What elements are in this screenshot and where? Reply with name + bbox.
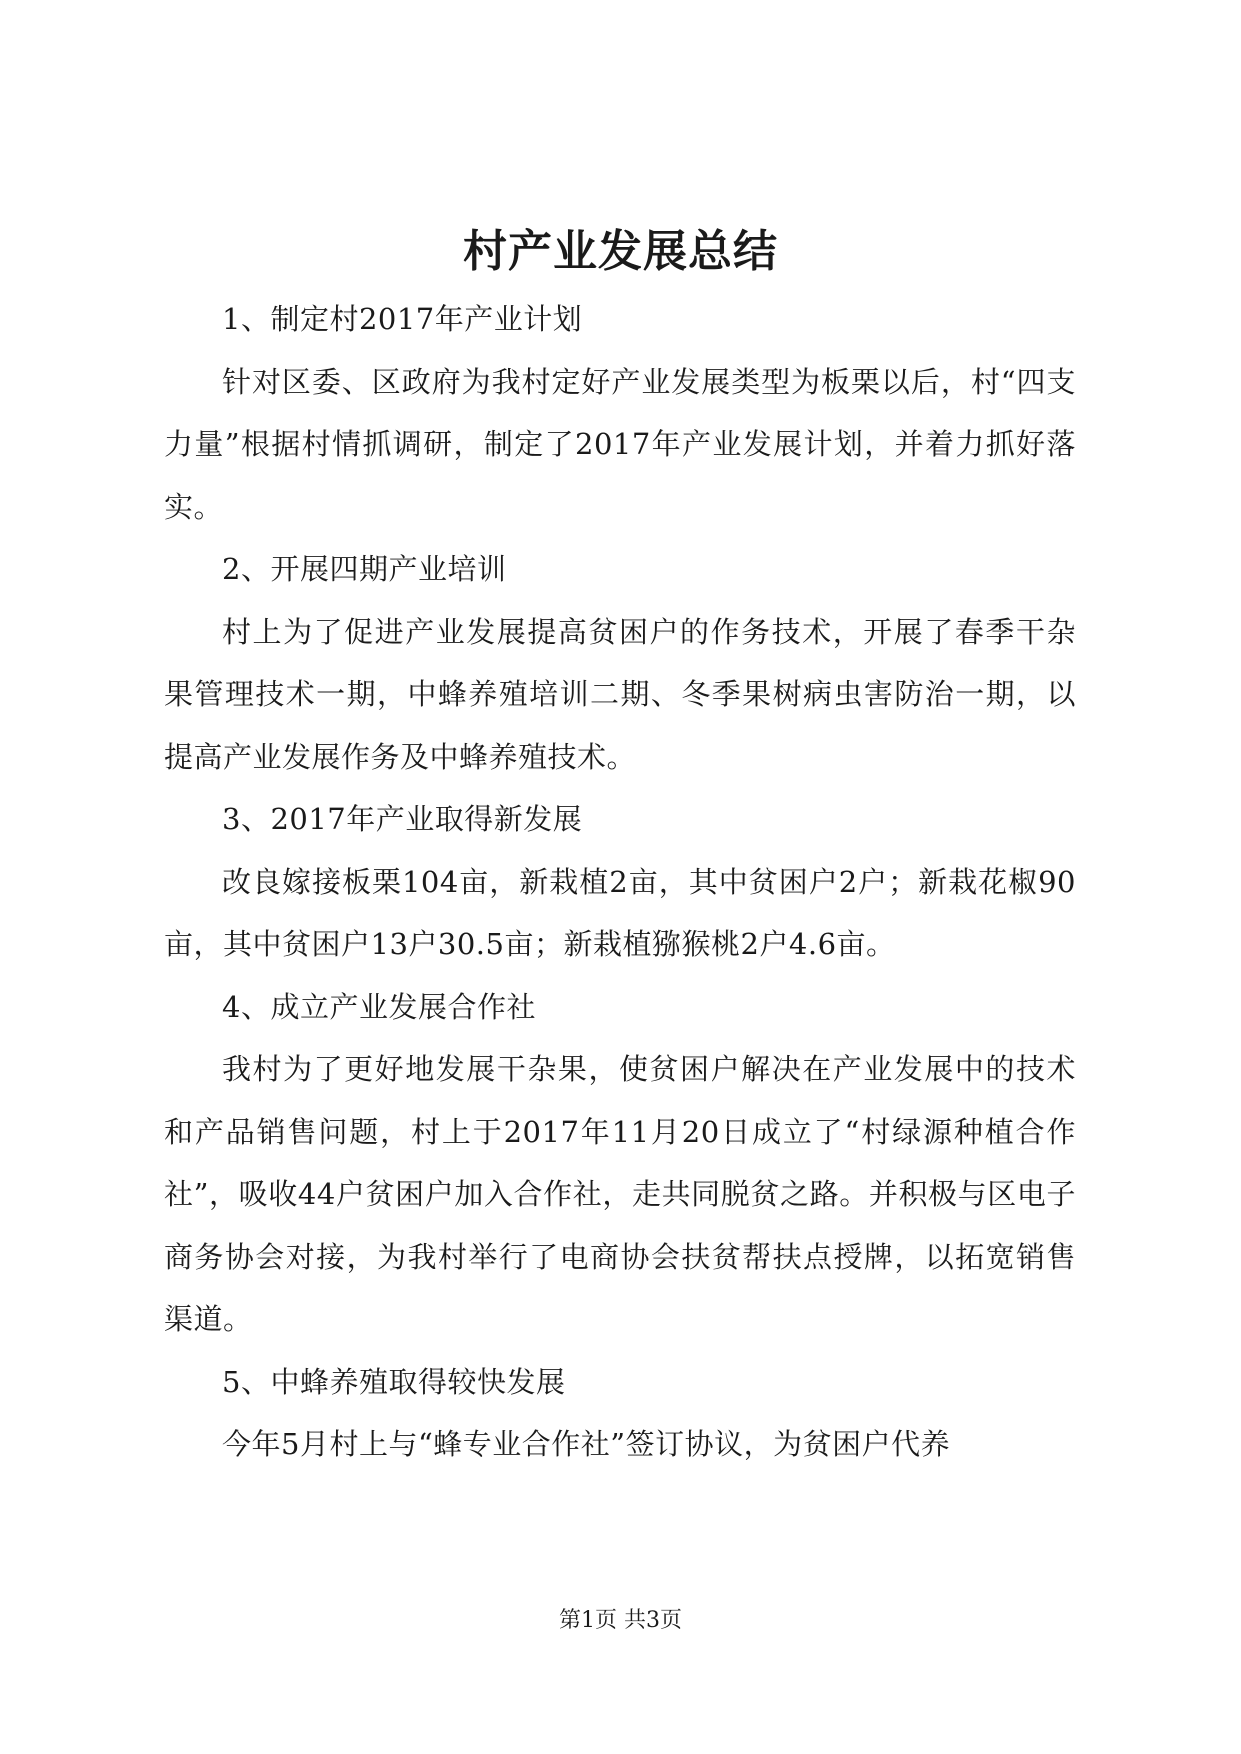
paragraph-2: 村上为了促进产业发展提高贫困户的作务技术，开展了春季干杂果管理技术一期，中蜂养殖培训二期、冬季果树病虫害防治一期，以提高产业发展作务及中蜂养殖技术。 [164, 614, 1076, 774]
section-heading-2: 2、开展四期产业培训 [222, 552, 507, 586]
page-number-footer: 第1页 共3页 [559, 1608, 682, 1633]
document-body [164, 288, 1076, 1476]
document-title: 村产业发展总结 [463, 226, 778, 277]
section-heading-1: 1、制定村2017年产业计划 [222, 302, 583, 336]
paragraph-4: 我村为了更好地发展干杂果，使贫困户解决在产业发展中的技术和产品销售问题，村上于2017年11月20日成立了“村绿源种植合作社”，吸收44户贫困户加入合作社，走共同脱贫之路。并积极与区电子商务协会对接，为我村举行了电商协会扶贫帮扶点授牌，以拓宽销售渠道。 [164, 1052, 1076, 1336]
section-heading-4: 4、成立产业发展合作社 [222, 989, 536, 1024]
paragraph-1: 针对区委、区政府为我村定好产业发展类型为板栗以后，村“四支力量”根据村情抓调研，制定了2017年产业发展计划，并着力抓好落实。 [164, 364, 1076, 524]
section-heading-3: 3、2017年产业取得新发展 [222, 802, 583, 836]
paragraph-3: 改良嫁接板栗104亩，新栽植2亩，其中贫困户2户；新栽花椒90亩，其中贫困户13户30.5亩；新栽植猕猴桃2户4.6亩。 [164, 864, 1076, 961]
section-heading-5: 5、中蜂养殖取得较快发展 [222, 1364, 566, 1399]
paragraph-5: 今年5月村上与“蜂专业合作社”签订协议，为贫困户代养 [222, 1427, 951, 1461]
